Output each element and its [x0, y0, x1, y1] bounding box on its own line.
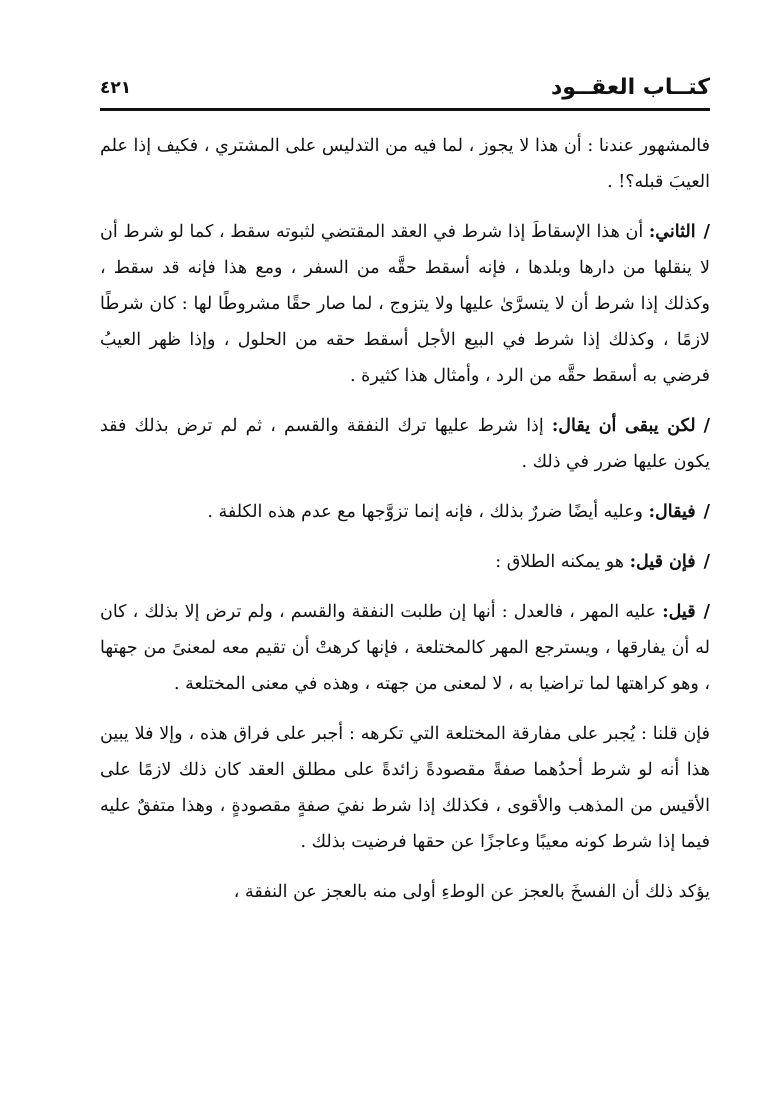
running-header: [100, 70, 710, 108]
page-number: ٤٢١: [100, 78, 132, 98]
paragraph-mark: /: [703, 416, 710, 436]
paragraph-lead: قيل:: [662, 602, 696, 622]
paragraph-lead: لكن يبقى أن يقال:: [551, 416, 696, 436]
paragraph-mark: /: [703, 222, 710, 242]
paragraph-text: عليه المهر ، فالعدل : أنها إن طلبت النفقة والقسم ، ولم ترض إلا بذلك ، كان له أن يفارقها ، ويسترجع المهر كالمختلعة ، فإنها كرهتْ أن تقيم معه لمعنىً من جهتها ، وهو كراهتها لما تراضيا به ، لا لمعنى من جهته ، وهذه في معنى المختلعة .: [100, 602, 710, 694]
paragraph-1: [100, 128, 710, 200]
paragraph-mark: /: [703, 502, 710, 522]
paragraph-3: [100, 408, 710, 480]
paragraph-text: فالمشهور عندنا : أن هذا لا يجوز ، لما فيه من التدليس على المشتري ، فكيف إذا علم العيبَ قبله؟! .: [100, 136, 710, 192]
header-title: كتــاب العقــود: [550, 75, 710, 100]
paragraph-2: [100, 214, 710, 394]
paragraph-text: إذا شرط عليها ترك النفقة والقسم ، ثم لم ترض بذلك فقد يكون عليها ضرر في ذلك .: [100, 416, 710, 472]
paragraph-5: [100, 544, 710, 580]
paragraph-text: هو يمكنه الطلاق :: [495, 552, 624, 572]
paragraph-mark: /: [703, 552, 710, 572]
paragraph-7: [100, 716, 710, 860]
paragraph-lead: فإن قيل:: [629, 552, 696, 572]
paragraph-lead: الثاني:: [648, 222, 696, 242]
paragraph-8: [100, 874, 710, 910]
paragraph-lead: فيقال:: [648, 502, 696, 522]
header-rule: [100, 108, 710, 111]
paragraph-6: [100, 594, 710, 702]
paragraph-text: يؤكد ذلك أن الفسخَ بالعجز عن الوطءِ أولى منه بالعجز عن النفقة ،: [233, 882, 710, 902]
paragraph-4: [100, 494, 710, 530]
paragraph-text: وعليه أيضًا ضررٌ بذلك ، فإنه إنما تزوَّجها مع عدم هذه الكلفة .: [207, 502, 643, 522]
paragraph-mark: /: [703, 602, 710, 622]
paragraph-text: فإن قلنا : يُجبر على مفارقة المختلعة التي تكرهه : أجبر على فراق هذه ، وإلا فلا يبين هذا أنه لو شرط أحدُهما صفةً مقصودةً زائدةً على مطلق العقد كان ذلك لازمًا على الأقيس من المذهب والأقوى ، فكذلك إذا شرط نفيَ صفةٍ مقصودةٍ ، وهذا متفقٌ عليه فيما إذا شرط كونه معيبًا وعاجزًا عن حقها فرضيت بذلك .: [100, 724, 710, 852]
paragraph-text: أن هذا الإسقاطَ إذا شرط في العقد المقتضي لثبوته سقط ، كما لو شرط أن لا ينقلها من دارها وبلدها ، فإنه أسقط حقَّه من السفر ، ومع هذا فإنه قد سقط ، وكذلك إذا شرط أن لا يتسرَّىٰ عليها ولا يتزوج ، لما صار حقًا مشروطًا لها : كان شرطًا لازمًا ، وكذلك إذا شرط في البيع الأجل أسقط حقه من الحلول ، وإذا ظهر العيبُ فرضي به أسقط حقَّه من الرد ، وأمثال هذا كثيرة .: [100, 222, 710, 386]
body-text: [100, 128, 710, 924]
